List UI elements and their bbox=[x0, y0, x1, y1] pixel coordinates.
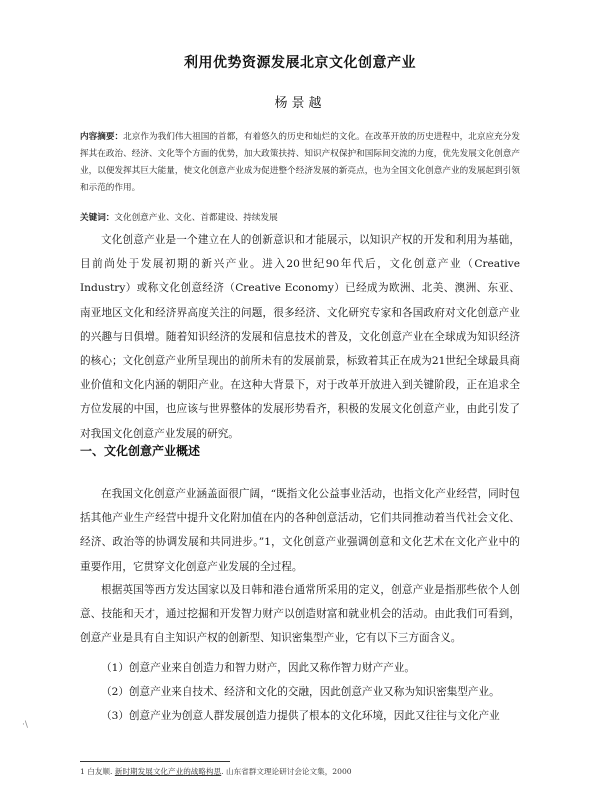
section-heading: 一、文化创意产业概述 bbox=[80, 444, 201, 458]
footnote-source-title: 新时期发展文化产业的战略构思 bbox=[114, 767, 222, 776]
keywords-text: 文化创意产业、文化、首都建设、持续发展 bbox=[114, 213, 278, 223]
page-title: 利用优势资源发展北京文化创意产业 bbox=[184, 55, 416, 71]
list-item: （1）创意产业来自创造力和智力财产，因此又称作智力财产产业。 bbox=[101, 662, 415, 674]
footnote-prefix: 1 白友顺. bbox=[80, 767, 115, 776]
keywords-label: 关键词： bbox=[80, 213, 115, 223]
keywords bbox=[80, 211, 520, 225]
list-item: （3）创意产业为创意人群发展创造力提供了根本的文化环境，因此又往往与文化产业 bbox=[101, 710, 500, 722]
footnote-divider bbox=[80, 761, 230, 762]
author-name: 杨景越 bbox=[274, 96, 326, 111]
abstract-text: 北京作为我们伟大祖国的首都，有着悠久的历史和灿烂的文化。在改革开放的历史进程中，北京应充分发挥其在政治、经济、文化等个方面的优势，加大政策扶持、知识产权保护和国际间交流的力度，优先发展文化创意产业，以便发挥其巨大能量，使文化创意产业成为促进整个经济发展的新亮点，也为全国文化创意产业的发展起到引领和示范的作用。 bbox=[80, 132, 520, 193]
footnote bbox=[80, 766, 520, 778]
footnote-suffix: . 山东省群文理论研讨会论文集，2000 bbox=[221, 767, 352, 776]
abstract-label: 内容摘要： bbox=[80, 132, 124, 142]
body-paragraph-1: 文化创意产业是一个建立在人的创新意识和才能展示，以知识产权的开发和利用为基础，目前尚处于发展初期的新兴产业。进入20世纪90年代后，文化创意产业（Creative Industry）或称文化创意经济（Creative Economy）已经成为欧洲、北美、澳洲、东亚、南亚地区文化和经济界高度关注的问题，很多经济、文化研究专家和各国政府对文化创意产业的兴趣与日俱增。随着知识经济的发展和信息技术的普及，文化创意产业在全球成为知识经济的核心；文化创意产业所呈现出的前所未有的发展前景，标致着其正在成为21世纪全球最具商业价值和文化内涵的朝阳产业。在这种大背景下，对于改革开放进入到关键阶段，正在追求全方位发展的中国，也应该与世界整体的发展形势看齐，积极的发展文化创意产业，由此引发了对我国文化创意产业发展的研究。 bbox=[80, 234, 520, 440]
list-item: （2）创意产业来自技术、经济和文化的交融，因此创意产业又称为知识密集型产业。 bbox=[101, 686, 500, 698]
abstract bbox=[80, 129, 520, 197]
body-paragraph-3: 根据英国等西方发达国家以及日韩和港台通常所采用的定义，创意产业是指那些依个人创意、技能和天才，通过挖掘和开发智力财产以创造财富和就业机会的活动。由此我们可看到，创意产业是具有自主知识产权的创新型、知识密集型产业，它有以下三方面含义。 bbox=[80, 584, 520, 645]
body-paragraph-2: 在我国文化创意产业涵盖面很广阔，“既指文化公益事业活动，也指文化产业经营，同时包括其他产业生产经营中提升文化附加值在内的各种创意活动，它们共同推动着当代社会文化、经济、政治等的协调发展和共同进步。”1，文化创意产业强调创意和文化艺术在文化产业中的重要作用，它贯穿文化创意产业发展的全过程。 bbox=[80, 488, 520, 573]
scan-mark: ·\ bbox=[22, 720, 28, 730]
